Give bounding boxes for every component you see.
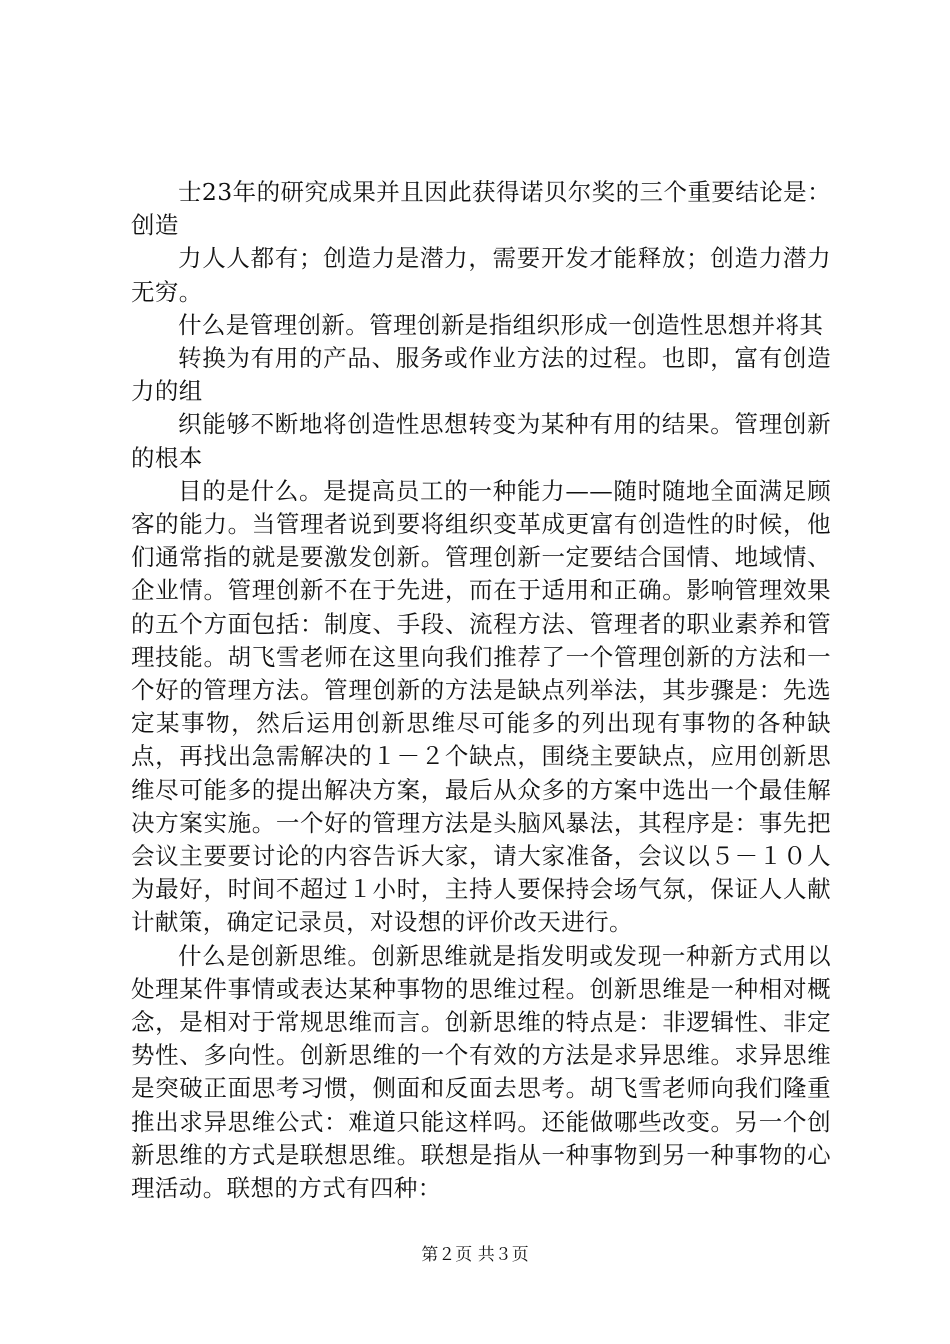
page-footer: [0, 1244, 950, 1266]
document-body: [131, 176, 831, 1205]
paragraph: 力人人都有；创造力是潜力，需要开发才能释放；创造力潜力无穷。: [131, 244, 831, 306]
paragraph: 转换为有用的产品、服务或作业方法的过程。也即，富有创造力的组: [131, 344, 831, 406]
page-number-label: 第２页 共３页: [421, 1245, 529, 1265]
paragraph: 士23年的研究成果并且因此获得诺贝尔奖的三个重要结论是：创造: [131, 178, 831, 240]
paragraph: 什么是管理创新。管理创新是指组织形成一创造性思想并将其: [178, 310, 824, 339]
paragraph: 什么是创新思维。创新思维就是指发明或发现一种新方式用以处理某件事情或表达某种事物的思维过程。创新思维是一种相对概念，是相对于常规思维而言。创新思维的特点是：非逻辑性、非定势性、多向性。创新思维的一个有效的方法是求异思维。求异思维是突破正面思考习惯，侧面和反面去思考。胡飞雪老师向我们隆重推出求异思维公式：难道只能这样吗。还能做哪些改变。另一个创新思维的方式是联想思维。联想是指从一种事物到另一种事物的心理活动。联想的方式有四种：: [131, 941, 831, 1203]
paragraph: 目的是什么。是提高员工的一种能力——随时随地全面满足顾客的能力。当管理者说到要将组织变革成更富有创造性的时候，他们通常指的就是要激发创新。管理创新一定要结合国情、地域情、企业情。管理创新不在于先进，而在于适用和正确。影响管理效果的五个方面包括：制度、手段、流程方法、管理者的职业素养和管理技能。胡飞雪老师在这里向我们推荐了一个管理创新的方法和一个好的管理方法。管理创新的方法是缺点列举法，其步骤是：先选定某事物，然后运用创新思维尽可能多的列出现有事物的各种缺点，再找出急需解决的１－２个缺点，围绕主要缺点，应用创新思维尽可能多的提出解决方案，最后从众多的方案中选出一个最佳解决方案实施。一个好的管理方法是头脑风暴法，其程序是：事先把会议主要要讨论的内容告诉大家，请大家准备，会议以５－１０人为最好，时间不超过１小时，主持人要保持会场气氛，保证人人献计献策，确定记录员，对设想的评价改天进行。: [131, 476, 831, 937]
paragraph: 织能够不断地将创造性思想转变为某种有用的结果。管理创新的根本: [131, 410, 831, 472]
